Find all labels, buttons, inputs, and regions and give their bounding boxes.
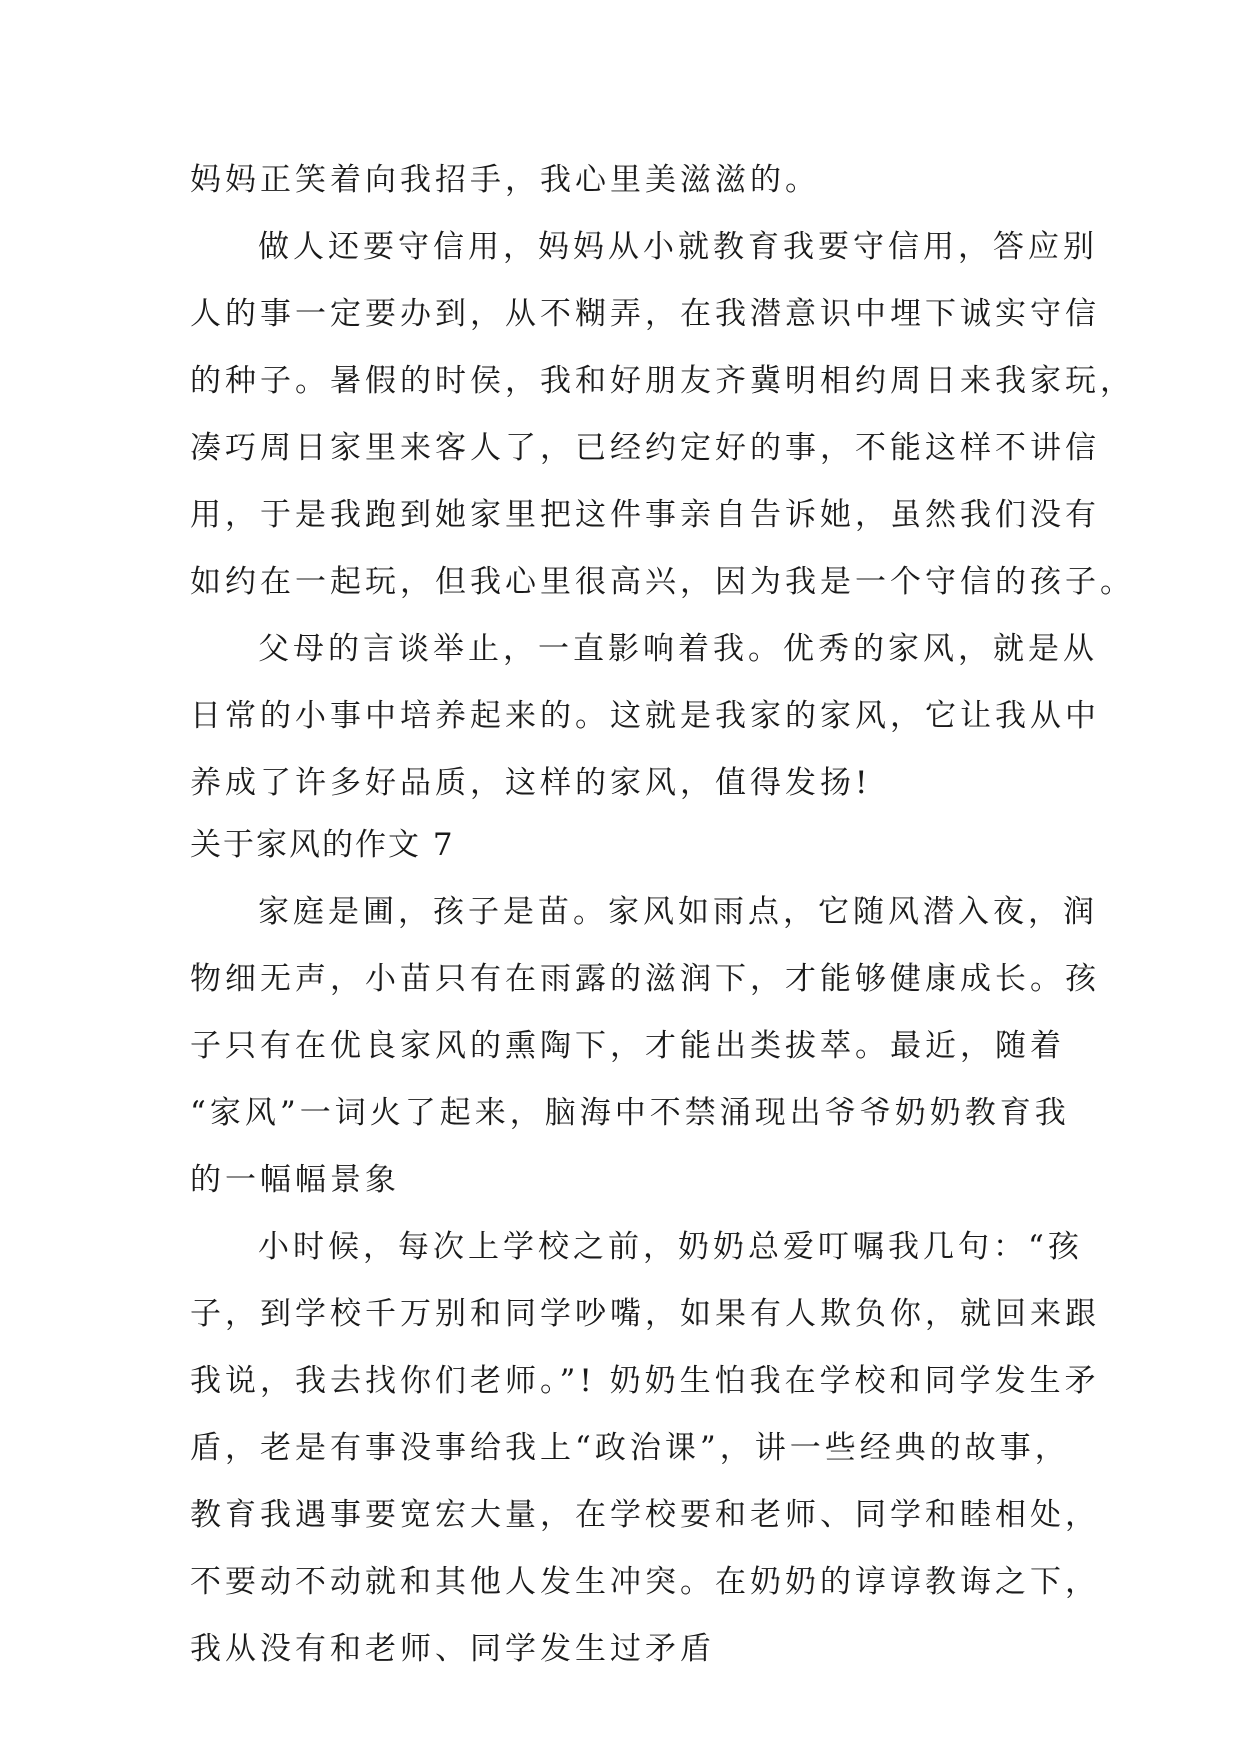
text-line: 的种子。暑假的时侯，我和好朋友齐冀明相约周日来我家玩， xyxy=(190,363,1135,399)
text-line: 不要动不动就和其他人发生冲突。在奶奶的谆谆教诲之下， xyxy=(190,1564,1100,1600)
text-line: 子，到学校千万别和同学吵嘴，如果有人欺负你，就回来跟 xyxy=(190,1296,1100,1332)
text-line: “家风”一词火了起来，脑海中不禁涌现出爷爷奶奶教育我 xyxy=(190,1095,1070,1131)
text-line: 我从没有和老师、同学发生过矛盾 xyxy=(190,1631,715,1667)
section-title: 关于家风的作文 7 xyxy=(190,827,455,863)
text-line: 人的事一定要办到，从不糊弄，在我潜意识中埋下诚实守信 xyxy=(190,296,1100,332)
text-line: 妈妈正笑着向我招手，我心里美滋滋的。 xyxy=(190,162,820,198)
paragraph-conclusion xyxy=(190,616,1100,817)
essay-heading xyxy=(190,812,1070,879)
paragraph-continuation xyxy=(190,147,1070,214)
text-line: 做人还要守信用，妈妈从小就教育我要守信用，答应别 xyxy=(258,229,1098,265)
text-line: 父母的言谈举止，一直影响着我。优秀的家风，就是从 xyxy=(258,631,1098,667)
text-line: 教育我遇事要宽宏大量，在学校要和老师、同学和睦相处， xyxy=(190,1497,1100,1533)
paragraph-integrity xyxy=(190,214,1135,616)
text-line: 我说，我去找你们老师。”! 奶奶生怕我在学校和同学发生矛 xyxy=(190,1363,1100,1399)
paragraph-childhood xyxy=(190,1214,1100,1683)
text-line: 日常的小事中培养起来的。这就是我家的家风，它让我从中 xyxy=(190,698,1100,734)
text-line: 用，于是我跑到她家里把这件事亲自告诉她，虽然我们没有 xyxy=(190,497,1100,533)
text-line: 凑巧周日家里来客人了，已经约定好的事，不能这样不讲信 xyxy=(190,430,1100,466)
paragraph-intro xyxy=(190,879,1100,1214)
text-line: 的一幅幅景象 xyxy=(190,1162,400,1198)
text-line: 盾，老是有事没事给我上“政治课”，讲一些经典的故事， xyxy=(190,1430,1070,1466)
text-line: 如约在一起玩，但我心里很高兴，因为我是一个守信的孩子。 xyxy=(190,564,1135,600)
text-line: 养成了许多好品质，这样的家风，值得发扬! xyxy=(190,765,872,801)
text-line: 物细无声，小苗只有在雨露的滋润下，才能够健康成长。孩 xyxy=(190,961,1100,997)
text-line: 子只有在优良家风的熏陶下，才能出类拔萃。最近，随着 xyxy=(190,1028,1065,1064)
text-line: 小时候，每次上学校之前，奶奶总爱叮嘱我几句：“孩 xyxy=(258,1229,1083,1265)
text-line: 家庭是圃，孩子是苗。家风如雨点，它随风潜入夜，润 xyxy=(258,894,1098,930)
